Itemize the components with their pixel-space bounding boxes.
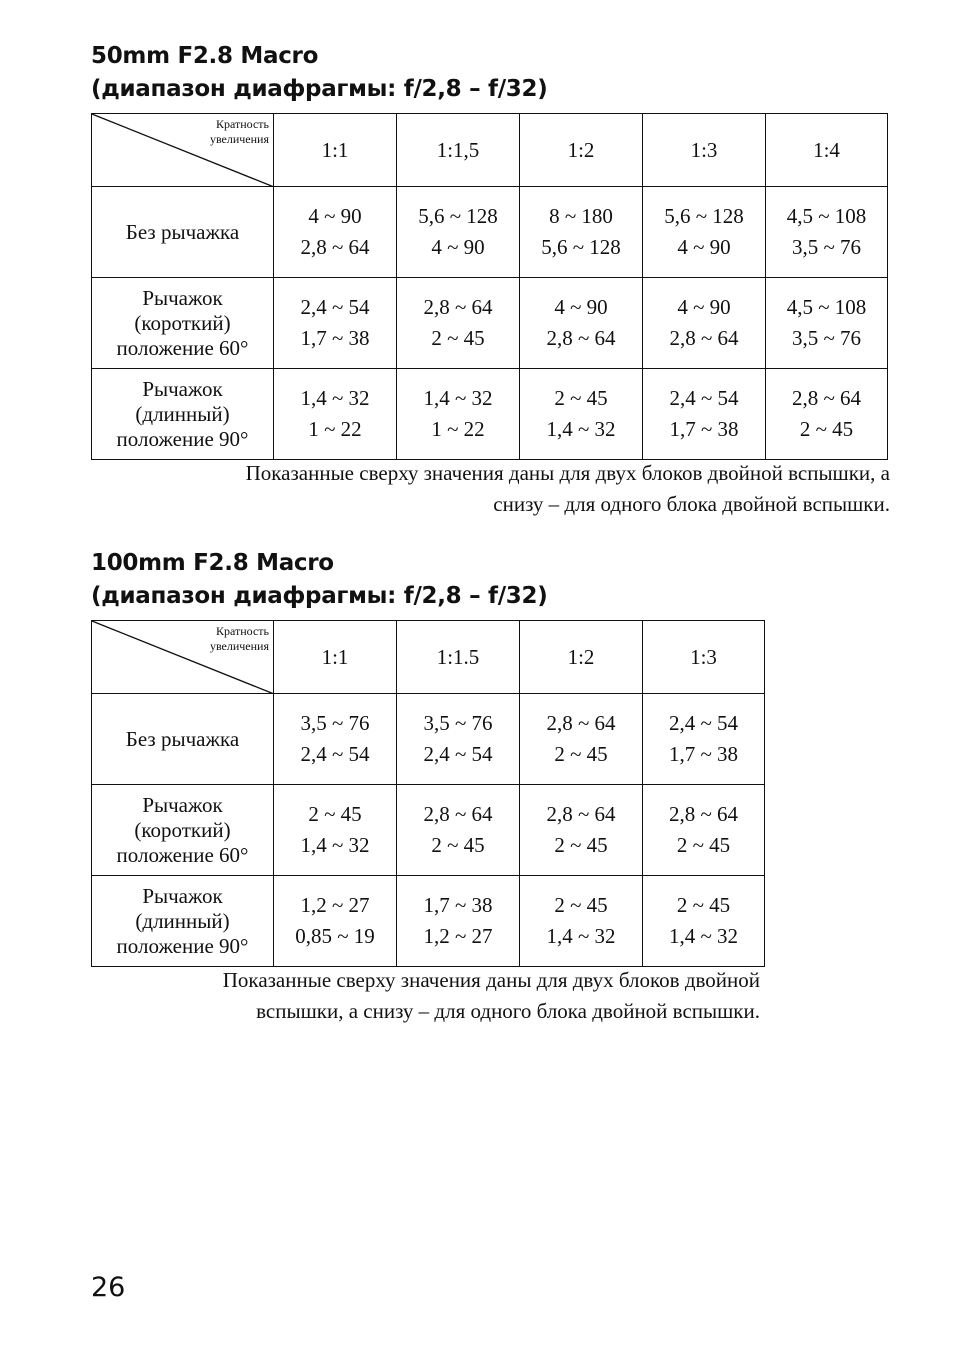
value-cell: 2,4 ~ 54 1,7 ~ 38 xyxy=(643,694,765,785)
footnote-line2: вспышки, а снизу – для одного блока двойной вспышки. xyxy=(256,999,760,1023)
value-cell: 2,4 ~ 54 1,7 ~ 38 xyxy=(274,278,397,369)
table-row xyxy=(92,278,888,369)
section2-title-line2: (диапазон диафрагмы: f/2,8 – f/32) xyxy=(91,583,548,609)
value-cell: 4 ~ 90 2,8 ~ 64 xyxy=(643,278,766,369)
row-label: Рычажок (длинный) положение 90° xyxy=(92,876,274,967)
column-header: 1:1.5 xyxy=(397,621,520,694)
column-header: 1:2 xyxy=(520,114,643,187)
value-cell: 2,8 ~ 64 2 ~ 45 xyxy=(643,785,765,876)
value-cell: 4 ~ 90 2,8 ~ 64 xyxy=(520,278,643,369)
column-header: 1:2 xyxy=(520,621,643,694)
section1-corner-label xyxy=(210,117,269,147)
row-label: Без рычажка xyxy=(92,187,274,278)
section1-title-line2: (диапазон диафрагмы: f/2,8 – f/32) xyxy=(91,76,548,102)
section2-footnote xyxy=(223,965,760,1027)
value-cell: 2,8 ~ 64 2 ~ 45 xyxy=(766,369,888,460)
column-header: 1:3 xyxy=(643,621,765,694)
section2-title-line1: 100mm F2.8 Macro xyxy=(91,550,334,576)
column-header: 1:1,5 xyxy=(397,114,520,187)
value-cell: 4,5 ~ 108 3,5 ~ 76 xyxy=(766,187,888,278)
value-cell: 1,7 ~ 38 1,2 ~ 27 xyxy=(397,876,520,967)
value-cell: 2,8 ~ 64 2 ~ 45 xyxy=(397,785,520,876)
section1-title xyxy=(91,40,547,106)
corner-label-line2: увеличения xyxy=(209,639,269,653)
column-header: 1:1 xyxy=(274,114,397,187)
corner-label-line1: Кратность xyxy=(215,624,269,638)
value-cell: 3,5 ~ 76 2,4 ~ 54 xyxy=(274,694,397,785)
value-cell: 1,2 ~ 27 0,85 ~ 19 xyxy=(274,876,397,967)
row-label: Рычажок (длинный) положение 90° xyxy=(92,369,274,460)
footnote-line1: Показанные сверху значения даны для двух блоков двойной xyxy=(222,968,760,992)
value-cell: 2 ~ 45 1,4 ~ 32 xyxy=(520,876,643,967)
row-label: Рычажок (короткий) положение 60° xyxy=(92,278,274,369)
value-cell: 2,8 ~ 64 2 ~ 45 xyxy=(397,278,520,369)
value-cell: 2 ~ 45 1,4 ~ 32 xyxy=(274,785,397,876)
table-row xyxy=(92,876,765,967)
section1-footnote xyxy=(246,458,890,520)
value-cell: 1,4 ~ 32 1 ~ 22 xyxy=(274,369,397,460)
corner-label-line2: увеличения xyxy=(209,132,269,146)
section1-header-row xyxy=(92,114,888,187)
column-header: 1:1 xyxy=(274,621,397,694)
value-cell: 2,4 ~ 54 1,7 ~ 38 xyxy=(643,369,766,460)
section2-header-row xyxy=(92,621,765,694)
table-row xyxy=(92,694,765,785)
value-cell: 1,4 ~ 32 1 ~ 22 xyxy=(397,369,520,460)
section1-table xyxy=(91,113,888,460)
column-header: 1:3 xyxy=(643,114,766,187)
footnote-line1: Показанные сверху значения даны для двух блоков двойной вспышки, а xyxy=(245,461,890,485)
row-label: Рычажок (короткий) положение 60° xyxy=(92,785,274,876)
page-number: 26 xyxy=(91,1272,126,1303)
section2-table xyxy=(91,620,765,967)
section2-corner-label xyxy=(210,624,269,654)
value-cell: 3,5 ~ 76 2,4 ~ 54 xyxy=(397,694,520,785)
value-cell: 5,6 ~ 128 4 ~ 90 xyxy=(397,187,520,278)
section2-title xyxy=(91,547,547,613)
value-cell: 5,6 ~ 128 4 ~ 90 xyxy=(643,187,766,278)
table-row xyxy=(92,369,888,460)
column-header: 1:4 xyxy=(766,114,888,187)
value-cell: 4,5 ~ 108 3,5 ~ 76 xyxy=(766,278,888,369)
value-cell: 2 ~ 45 1,4 ~ 32 xyxy=(643,876,765,967)
value-cell: 2,8 ~ 64 2 ~ 45 xyxy=(520,694,643,785)
value-cell: 4 ~ 90 2,8 ~ 64 xyxy=(274,187,397,278)
footnote-line2: снизу – для одного блока двойной вспышки. xyxy=(493,492,890,516)
corner-label-line1: Кратность xyxy=(215,117,269,131)
table-row xyxy=(92,187,888,278)
row-label: Без рычажка xyxy=(92,694,274,785)
table-row xyxy=(92,785,765,876)
section2-corner-cell xyxy=(92,621,274,694)
value-cell: 2 ~ 45 1,4 ~ 32 xyxy=(520,369,643,460)
section1-corner-cell xyxy=(92,114,274,187)
value-cell: 8 ~ 180 5,6 ~ 128 xyxy=(520,187,643,278)
section1-title-line1: 50mm F2.8 Macro xyxy=(91,43,319,69)
value-cell: 2,8 ~ 64 2 ~ 45 xyxy=(520,785,643,876)
